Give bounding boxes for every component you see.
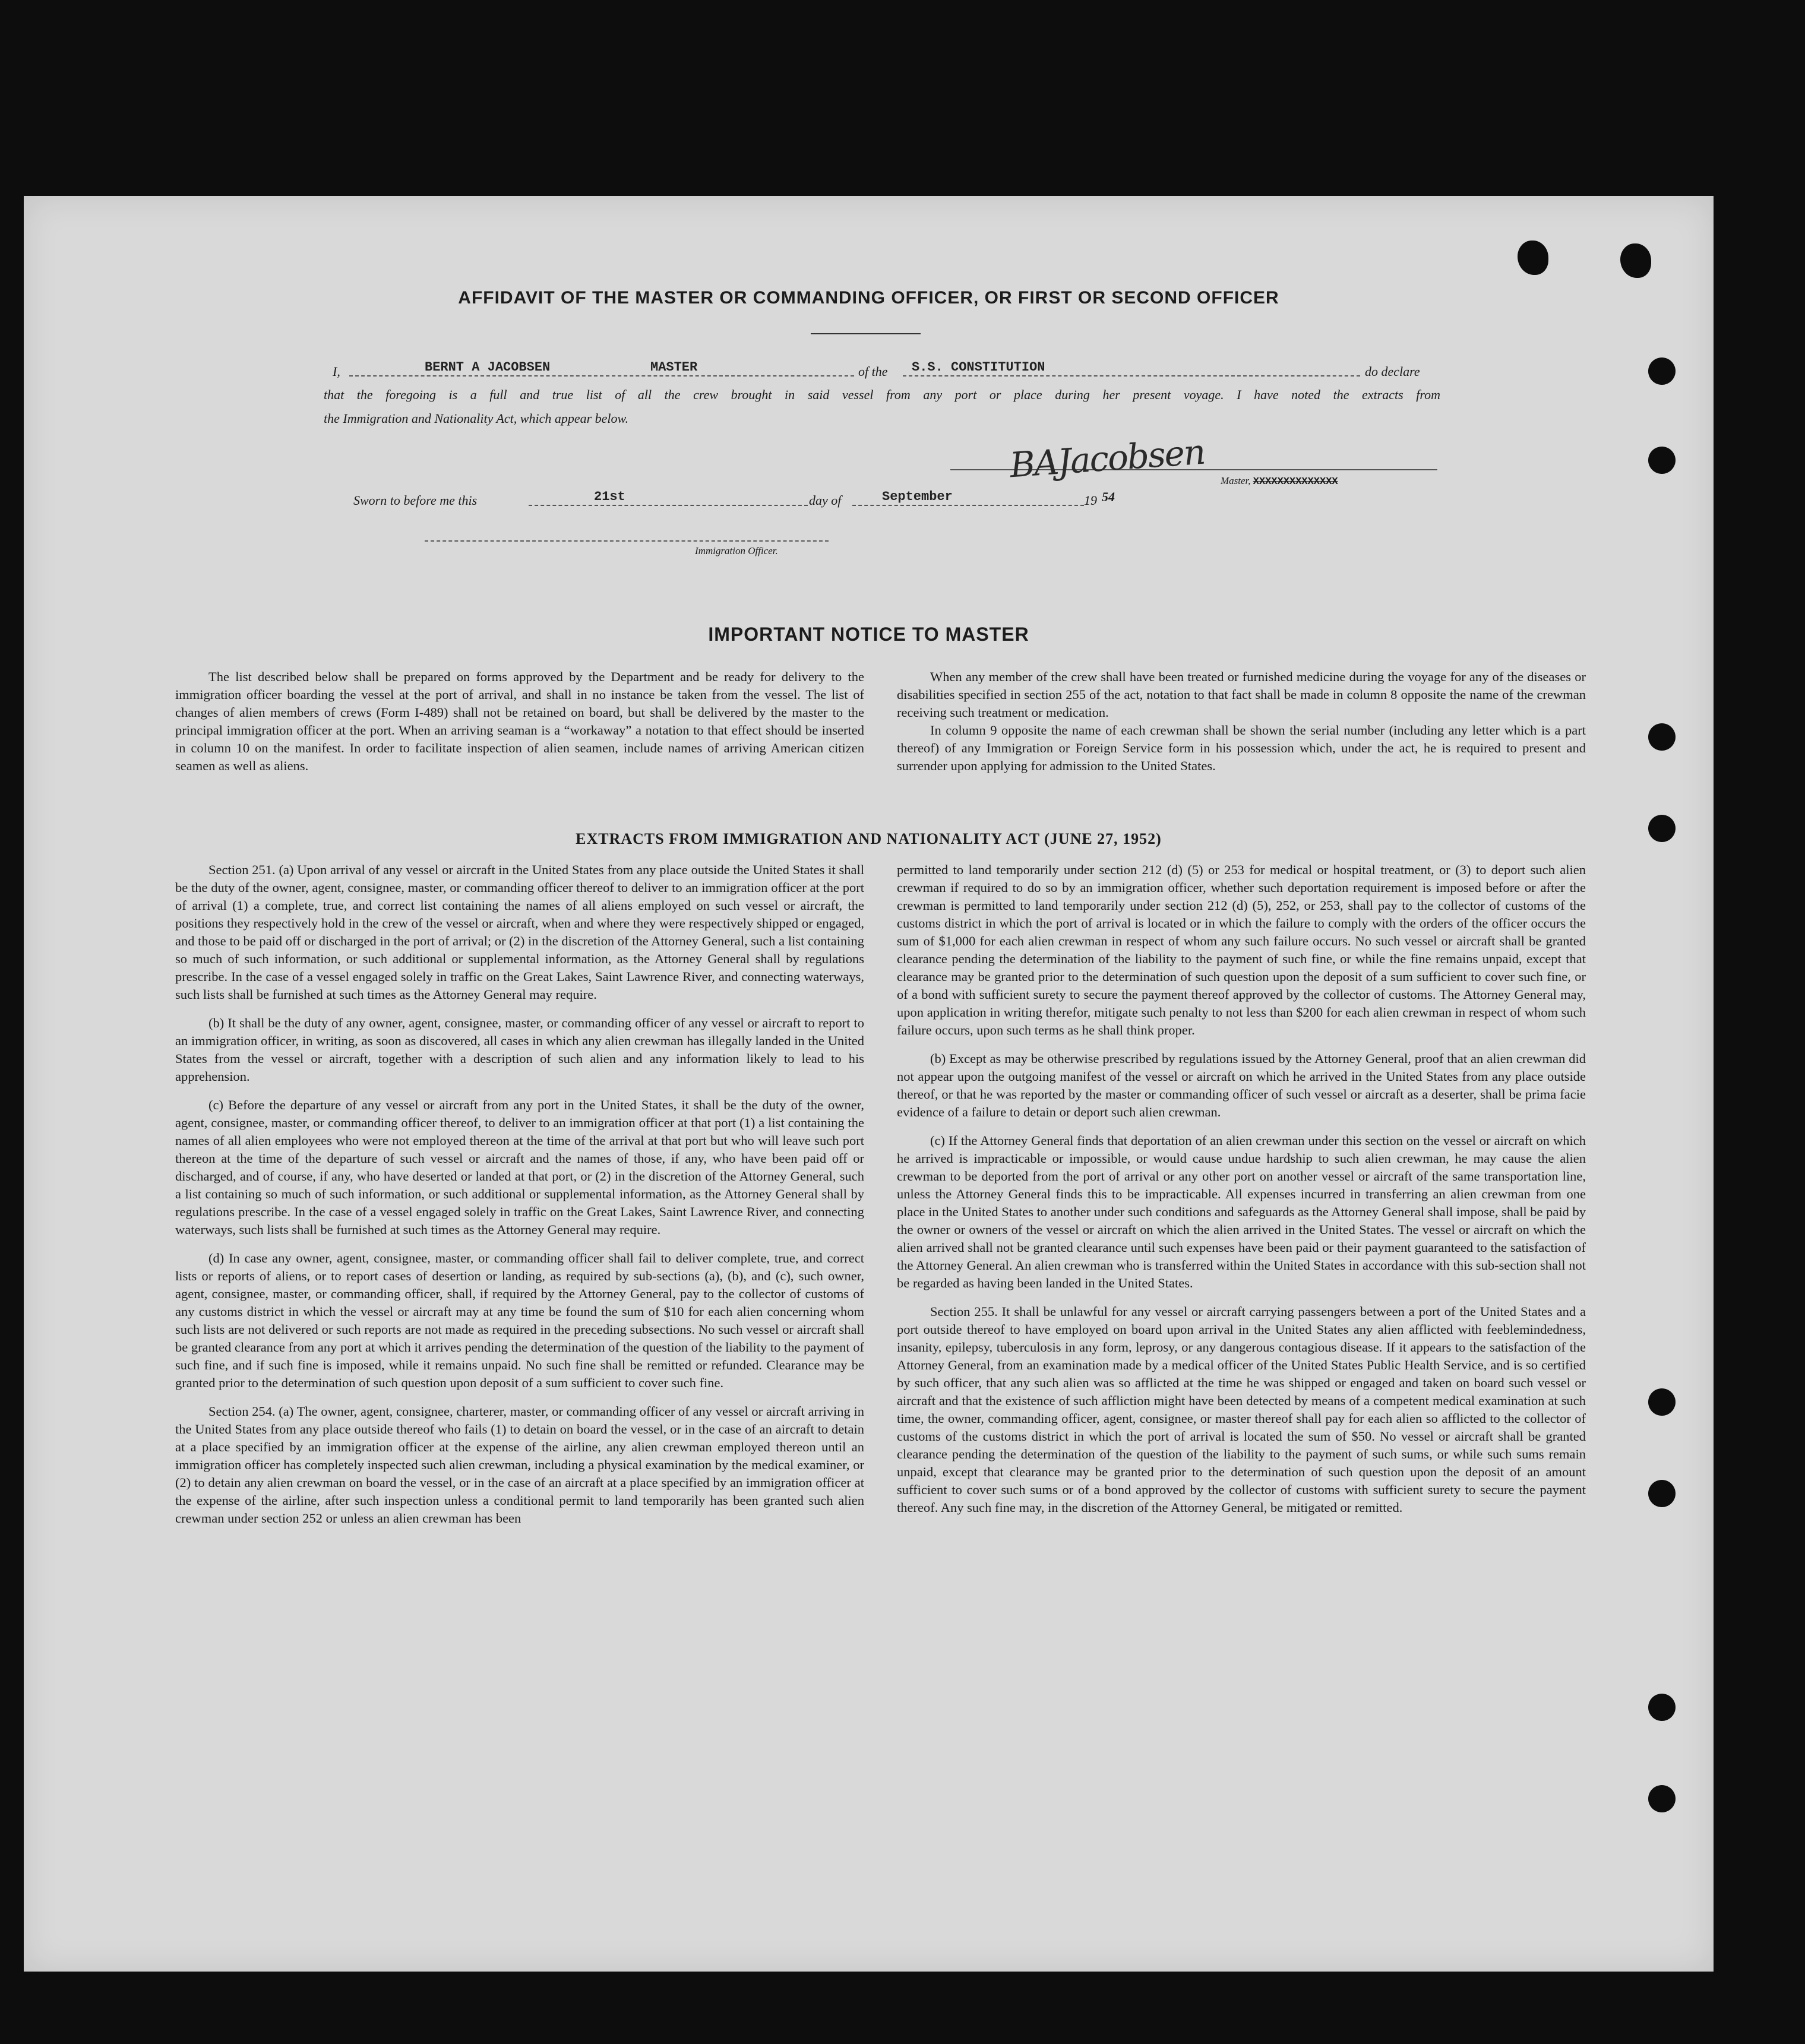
- sworn-month: September: [882, 489, 953, 504]
- section-251-d: (d) In case any owner, agent, consignee, master, or commanding officer shall fail to deliver complete, true, and correct lists or reports of aliens, or to report cases of desertion or landing, as required by sub-sections (a), (b), and (c), such owner, agent, consignee, master, or commanding officer, shall, if required by the Attorney General, pay to the collector of customs of any customs district in which the vessel or aircraft may at any time be found the sum of $10 for each alien concerning whom such lists are not delivered or such reports are not made as required in the preceding subsections. No such vessel or aircraft shall be granted clearance from any port at which it arrives pending the determination of the question of the liability to the payment of such fine, and if such fine is imposed, while it remains unpaid. No such fine shall be remitted or refunded. Clearance may be granted prior to the determination of such question upon deposit of a sum sufficient to cover such fine.: [175, 1251, 864, 1390]
- notice-paragraph: In column 9 opposite the name of each crewman shall be shown the serial number (including any letter which is a part thereof) of any Immigration or Foreign Service form in his possession which, under the act, he is required to present and surrender upon applying for admission to the United States.: [897, 723, 1586, 773]
- punch-hole: [1648, 1480, 1676, 1507]
- extracts-right-column: [897, 861, 1586, 1527]
- affidavit-title: AFFIDAVIT OF THE MASTER OR COMMANDING OFFICER, OR FIRST OR SECOND OFFICER: [458, 288, 1279, 308]
- officer-rule: [425, 540, 829, 542]
- i-label: I,: [333, 364, 340, 379]
- notice-paragraph: When any member of the crew shall have been treated or furnished medicine during the voyage for any of the diseases or disabilities specified in section 255 of the act, notation to that fact shall be made in column 8 opposite the name of the crewman receiving such treatment or medication.: [897, 669, 1586, 720]
- punch-hole: [1620, 243, 1651, 278]
- do-declare-label: do declare: [1365, 364, 1420, 379]
- declaration-statement-1: that the foregoing is a full and true list of all the crew brought in said vessel from any port or place during her present voyage. I have noted the extracts from: [324, 387, 1440, 402]
- section-254-a-continued: permitted to land temporarily under section 212 (d) (5) or 253 for medical or hospital treatment, or (3) to deport such alien crewman if required to do so by an immigration officer, whether such deportation requirement is imposed before or after the crewman is permitted to land temporarily under section 212 (d) (5), 252, or 253, shall pay to the collector of customs of the customs district in which the port of arrival is located or in which the failure to comply with the orders of the officer occurs the sum of $1,000 for each alien crewman in respect of whom any such failure occurs. No such vessel or aircraft shall be granted clearance pending the determination of the liability to the payment of such fine, or while the fine remains unpaid, except that clearance may be granted prior to the determination of such question upon the deposit of a sum sufficient to cover such fine, or of a bond with sufficient surety to secure the payment thereof approved by the collector of customs. The Attorney General may, upon application in writing therefor, mitigate such penalty to not less than $200 for each alien crewman in respect of whom such failure occurs, upon such terms as he shall think proper.: [897, 862, 1586, 1037]
- section-254-a: Section 254. (a) The owner, agent, consignee, charterer, master, or commanding officer of any vessel or aircraft arriving in the United States from any place outside thereof who fails (1) to detain on board the vessel, or in the case of an aircraft to detain at a place specified by an immigration officer at the expense of the airline, any alien crewman employed thereon until an immigration officer has completely inspected such alien crewman, including a physical examination by the medical examiner, or (2) to detain any alien crewman on board the vessel, or in the case of an aircraft at a place specified by an immigration officer at the expense of the airline, after such inspection unless a conditional permit to land temporarily has been granted such alien crewman under section 252 or unless an alien crewman has been: [175, 1404, 864, 1526]
- section-254-b: (b) Except as may be otherwise prescribed by regulations issued by the Attorney General, proof that an alien crewman did not appear upon the outgoing manifest of the vessel or aircraft on which he arrived in the United States from any place outside thereof, or that he was reported by the master or commanding officer of such vessel or aircraft as a deserter, shall be prima facie evidence of a failure to detain or deport such alien crewman.: [897, 1051, 1586, 1119]
- signer-title: [1221, 475, 1338, 488]
- sworn-day-rule: [529, 505, 808, 506]
- section-255: Section 255. It shall be unlawful for any vessel or aircraft carrying passengers between a port of the United States and a port outside thereof to have employed on board upon arrival in the United States any alien afflicted with feeblemindedness, insanity, epilepsy, tuberculosis in any form, leprosy, or any dangerous contagious disease. If it appears to the satisfaction of the Attorney General, from an examination made by a medical officer of the United States Public Health Service, and is so certified by such officer, that any such alien was so afflicted at the time he was shipped or engaged and taken on board such vessel or aircraft and that the existence of such affliction might have been detected by means of a competent medical examination at such time, the owner, commanding officer, agent, consignee, or master thereof shall pay for each alien so afflicted to the collector of customs of the customs district in which the port of arrival is located the sum of $50. No vessel or aircraft shall be granted clearance pending the determination of the question of the liability to the payment of such sums, or while such sums remain unpaid, except that clearance may be granted prior to the determination of such question upon the deposit of an amount sufficient to cover such sums or of a bond approved by the collector of customs with sufficient surety to secure the payment thereof. Any such fine may, in the discretion of the Attorney General, be mitigated or remitted.: [897, 1304, 1586, 1515]
- affidavit-page: [24, 196, 1714, 1972]
- punch-hole: [1648, 447, 1676, 474]
- sworn-label: Sworn to before me this: [353, 493, 478, 508]
- notice-title: IMPORTANT NOTICE TO MASTER: [708, 624, 1029, 645]
- signer-title-master: Master,: [1221, 475, 1253, 486]
- section-251-c: (c) Before the departure of any vessel or aircraft from any port in the United States, it shall be the duty of the owner, agent, consignee, master, or commanding officer thereof, to deliver to an immigration officer at that port (1) a list containing the names of all alien employees who were not employed thereon at the time of the arrival at that port but who will leave such port thereon at the time of the departure of such vessel or aircraft and the names of those, if any, who have been paid off or discharged, and of course, if any, who have deserted or landed at that port, or (2) in the discretion of the Attorney General, such a list containing so much of such information, or such additional or supplemental information, as the Attorney General shall by regulations prescribe. In the case of a vessel engaged solely in traffic on the Great Lakes, Saint Lawrence River, and connecting waterways, such lists shall be furnished at such times as the Attorney General may require.: [175, 1097, 864, 1237]
- vessel-name: S.S. CONSTITUTION: [912, 360, 1045, 375]
- punch-hole: [1518, 241, 1548, 275]
- extracts-left-column: [175, 861, 864, 1538]
- immigration-officer-label: Immigration Officer.: [695, 545, 778, 556]
- of-the-label: of the: [858, 364, 888, 379]
- punch-hole: [1648, 1694, 1676, 1721]
- year-prefix: 19: [1084, 493, 1097, 508]
- notice-left-column: [175, 668, 864, 786]
- declaration-statement-2: the Immigration and Nationality Act, which appear below.: [324, 411, 629, 426]
- declarant-name: BERNT A JACOBSEN: [425, 360, 551, 375]
- section-254-c: (c) If the Attorney General finds that deportation of an alien crewman under this section on the vessel or aircraft on which he arrived is impracticable or impossible, or would cause undue hardship to such alien crewman, he may cause the alien crewman to be deported from the port of arrival or any other port on another vessel or aircraft of the same transportation line, unless the Attorney General finds this to be impracticable. All expenses incurred in transferring an alien crewman from one place in the United States to another under such conditions and safeguards as the Attorney General shall impose, shall be paid by the owner or owners of the vessel or aircraft on which the alien arrived in the United States. The vessel or aircraft on which the alien arrived shall not be granted clearance until such expenses have been paid or their payment guaranteed to the satisfaction of the Attorney General. An alien crewman who is transferred within the United States in accordance with this sub-section shall not be regarded as having been landed in the United States.: [897, 1133, 1586, 1290]
- year-suffix: 54: [1102, 489, 1115, 504]
- notice-paragraph: The list described below shall be prepared on forms approved by the Department and be ready for delivery to the immigration officer boarding the vessel at the port of arrival, and shall in no instance be taken from the vessel. The list of changes of alien members of crews (Form I-489) shall not be retained on board, but shall be delivered by the master to the principal immigration officer at the port. When an arriving seaman is a “workaway” a notation to that effect should be inserted in column 10 on the manifest. In order to facilitate inspection of alien seamen, include names of arriving American citizen seamen as well as aliens.: [175, 669, 864, 773]
- notice-right-column: [897, 668, 1586, 786]
- punch-hole: [1648, 1388, 1676, 1416]
- signer-title-struck: XXXXXXXXXXXXXX: [1253, 476, 1338, 488]
- section-251-a: Section 251. (a) Upon arrival of any vessel or aircraft in the United States from any place outside the United States it shall be the duty of the owner, agent, consignee, master, or commanding officer thereof to deliver to an immigration officer at the port of arrival (1) a complete, true, and correct list containing the names of all aliens employed on such vessel or aircraft, the positions they respectively hold in the crew of the vessel or aircraft, when and where they were respectively shipped or engaged, and those to be paid off or discharged in the port of arrival; or (2) in the discretion of the Attorney General, such a list containing so much of such information, or such additional or supplemental information, as the Attorney General shall by regulations prescribe. In the case of a vessel engaged solely in traffic on the Great Lakes, Saint Lawrence River, and connecting waterways, such lists shall be furnished at such times as the Attorney General may require.: [175, 862, 864, 1002]
- punch-hole: [1648, 1785, 1676, 1812]
- declarant-rank: MASTER: [650, 360, 698, 375]
- master-signature: BAJacobsen: [1009, 431, 1206, 486]
- sworn-day: 21st: [594, 489, 625, 504]
- vessel-rule: [903, 375, 1360, 376]
- punch-hole: [1648, 357, 1676, 385]
- section-251-b: (b) It shall be the duty of any owner, agent, consignee, master, or commanding officer of any vessel or aircraft to report to an immigration officer, in writing, as soon as discovered, all cases in which any alien crewman has illegally landed in the United States from the vessel or aircraft, together with a description of such alien and any information likely to lead to his apprehension.: [175, 1015, 864, 1084]
- title-underline: [811, 333, 921, 334]
- extracts-title: EXTRACTS FROM IMMIGRATION AND NATIONALITY ACT (JUNE 27, 1952): [576, 830, 1162, 847]
- day-of-label: day of: [809, 493, 842, 508]
- name-rule: [349, 375, 854, 376]
- sworn-month-rule: [852, 505, 1084, 506]
- punch-hole: [1648, 723, 1676, 751]
